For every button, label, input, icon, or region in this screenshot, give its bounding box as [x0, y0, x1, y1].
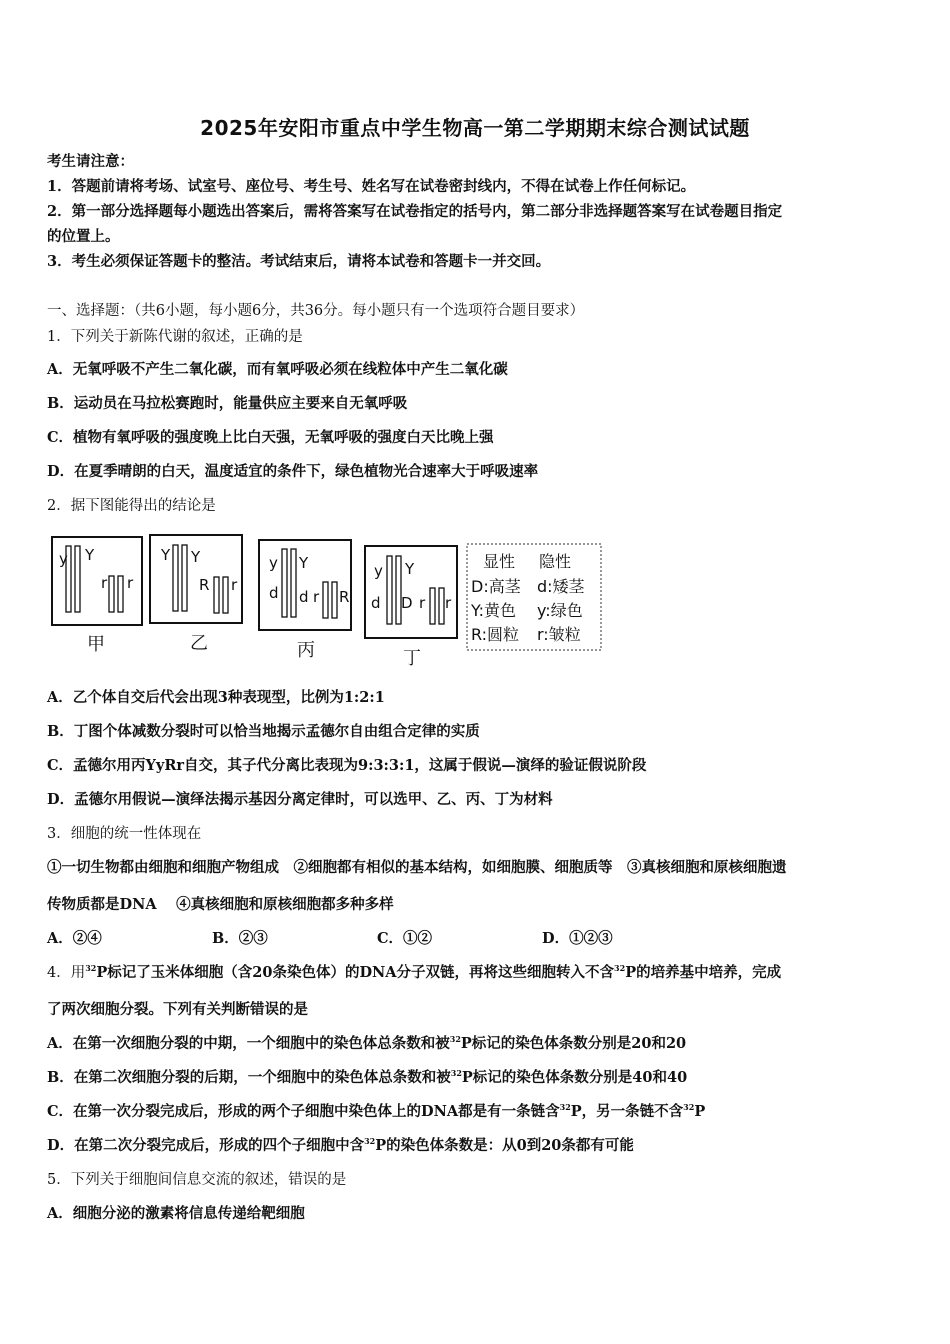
- question-3-option-b: B．②③: [212, 930, 268, 947]
- isotope-superscript: 32: [449, 1034, 461, 1044]
- cell-ding: [365, 546, 457, 669]
- option-text: A．在第一次细胞分裂的中期，一个细胞中的染色体总条数和被: [47, 1035, 450, 1052]
- notice-heading: 考生请注意：: [47, 153, 134, 170]
- option-text: P: [694, 1103, 706, 1120]
- section-heading: 一、选择题：（共6小题，每小题6分，共36分。每小题只有一个选项符合题目要求）: [47, 303, 585, 319]
- option-text: B．在第二次细胞分裂的后期，一个细胞中的染色体总条数和被: [47, 1069, 451, 1086]
- legend-dominant: R:圆粒: [471, 625, 520, 644]
- notice-item: 3．考生必须保证答题卡的整洁。考试结束后，请将本试卷和答题卡一并交回。: [47, 253, 551, 270]
- gene-label: y: [59, 550, 68, 568]
- option-text: C．在第一次分裂完成后，形成的两个子细胞中染色体上的DNA都是有一条链含: [47, 1103, 560, 1120]
- question-3-option-d: D．①②③: [542, 930, 613, 947]
- notice-item: 2．第一部分选择题每小题选出答案后，需将答案写在试卷指定的括号内，第二部分非选择题答案写在试卷题目指定: [47, 203, 783, 220]
- legend-header-recessive: 隐性: [539, 552, 572, 571]
- gene-label: Y: [191, 548, 201, 566]
- trait-legend: [467, 544, 601, 650]
- isotope-superscript: 32: [364, 1136, 376, 1146]
- cell-label: 丁: [403, 648, 421, 669]
- cell-label: 丙: [297, 640, 315, 661]
- question-5-option-a: A．细胞分泌的激素将信息传递给靶细胞: [47, 1205, 305, 1222]
- question-2-option-b: B．丁图个体减数分裂时可以恰当地揭示孟德尔自由组合定律的实质: [47, 723, 480, 740]
- option-text: P的染色体条数是：从0到20条都有可能: [375, 1137, 634, 1154]
- gene-label: d: [299, 588, 309, 606]
- question-1-stem: 1．下列关于新陈代谢的叙述，正确的是: [47, 329, 303, 345]
- question-4-option-b: [47, 1068, 907, 1088]
- gene-label: r: [419, 594, 426, 612]
- option-text: P标记的染色体条数分别是40和40: [461, 1069, 688, 1086]
- question-1-option-b: B．运动员在马拉松赛跑时，能量供应主要来自无氧呼吸: [47, 395, 408, 412]
- gene-label: R: [199, 576, 210, 594]
- option-text: P，另一条链不含: [570, 1103, 684, 1120]
- gene-label: y: [269, 554, 278, 572]
- cell-yi: [150, 535, 242, 654]
- q4-stem-mid: P标记了玉米体细胞（含20条染色体）的DNA分子双链，再将这些细胞转入不含: [96, 964, 615, 981]
- legend-recessive: r:皱粒: [537, 625, 581, 644]
- gene-label: Y: [161, 546, 171, 564]
- gene-label: d: [269, 584, 279, 602]
- isotope-superscript: 32: [559, 1102, 571, 1112]
- gene-label: Y: [405, 560, 415, 578]
- option-text: P标记的染色体条数分别是20和20: [460, 1035, 687, 1052]
- isotope-superscript: 32: [614, 963, 626, 973]
- question-4-option-c: [47, 1102, 907, 1122]
- question-2-option-d: D．孟德尔用假说—演绎法揭示基因分离定律时，可以选甲、乙、丙、丁为材料: [47, 791, 553, 808]
- q4-num: 4．用: [47, 965, 86, 981]
- question-4-stem-2: 了两次细胞分裂。下列有关判断错误的是: [47, 1001, 308, 1018]
- gene-label: r: [127, 574, 134, 592]
- question-3-option-a: A．②④: [47, 930, 102, 947]
- gene-label: r: [101, 574, 108, 592]
- question-3-options: [47, 929, 907, 949]
- question-4-option-a: [47, 1034, 907, 1054]
- question-1-option-c: C．植物有氧呼吸的强度晚上比白天强，无氧呼吸的强度白天比晚上强: [47, 429, 494, 446]
- question-4-option-d: [47, 1136, 907, 1156]
- gene-label: y: [374, 562, 383, 580]
- option-text: D．在第二次分裂完成后，形成的四个子细胞中含: [47, 1137, 365, 1154]
- notice-item: 的位置上。: [47, 228, 120, 245]
- question-3-option-c: C．①②: [377, 930, 433, 947]
- cell-bing: [259, 540, 351, 661]
- gene-label: r: [313, 588, 320, 606]
- question-4-stem: [47, 963, 907, 983]
- gene-label: Y: [299, 554, 309, 572]
- notice-item: 1．答题前请将考场、试室号、座位号、考生号、姓名写在试卷密封线内，不得在试卷上作任何标记。: [47, 178, 696, 195]
- gene-label: Y: [85, 546, 95, 564]
- question-3-body: 传物质都是DNA ④真核细胞和原核细胞都多种多样: [47, 896, 394, 913]
- question-2-option-a: A．乙个体自交后代会出现3种表现型，比例为1:2:1: [47, 689, 385, 706]
- legend-recessive: d:矮茎: [537, 577, 585, 596]
- legend-dominant: D:高茎: [471, 577, 521, 596]
- page-title: 2025年安阳市重点中学生物高一第二学期期末综合测试试题: [200, 116, 750, 140]
- isotope-superscript: 32: [450, 1068, 462, 1078]
- legend-header-dominant: 显性: [483, 552, 516, 571]
- chromosome-figure: [47, 532, 607, 670]
- question-1-option-d: D．在夏季晴朗的白天，温度适宜的条件下，绿色植物光合速率大于呼吸速率: [47, 463, 539, 480]
- question-5-stem: 5．下列关于细胞间信息交流的叙述，错误的是: [47, 1172, 347, 1188]
- cell-label: 甲: [87, 634, 105, 655]
- gene-label: r: [231, 576, 238, 594]
- question-3-body: ①一切生物都由细胞和细胞产物组成 ②细胞都有相似的基本结构，如细胞膜、细胞质等 ③真核细胞和原核细胞遗: [47, 859, 787, 876]
- legend-recessive: y:绿色: [537, 601, 583, 620]
- question-2-stem: 2．据下图能得出的结论是: [47, 498, 216, 514]
- question-2-option-c: C．孟德尔用丙YyRr自交，其子代分离比表现为9:3:3:1，这属于假说—演绎的验证假说阶段: [47, 757, 647, 774]
- isotope-superscript: 32: [683, 1102, 695, 1112]
- legend-dominant: Y:黄色: [471, 601, 517, 620]
- question-3-stem: 3．细胞的统一性体现在: [47, 826, 202, 842]
- cell-label: 乙: [190, 633, 208, 654]
- gene-label: r: [445, 594, 452, 612]
- cell-jia: [52, 537, 142, 655]
- gene-label: D: [401, 594, 413, 612]
- isotope-superscript: 32: [85, 963, 97, 973]
- question-1-option-a: A．无氧呼吸不产生二氧化碳，而有氧呼吸必须在线粒体中产生二氧化碳: [47, 361, 508, 378]
- gene-label: R: [339, 588, 350, 606]
- gene-label: d: [371, 594, 381, 612]
- q4-stem-end: P的培养基中培养，完成: [625, 964, 782, 981]
